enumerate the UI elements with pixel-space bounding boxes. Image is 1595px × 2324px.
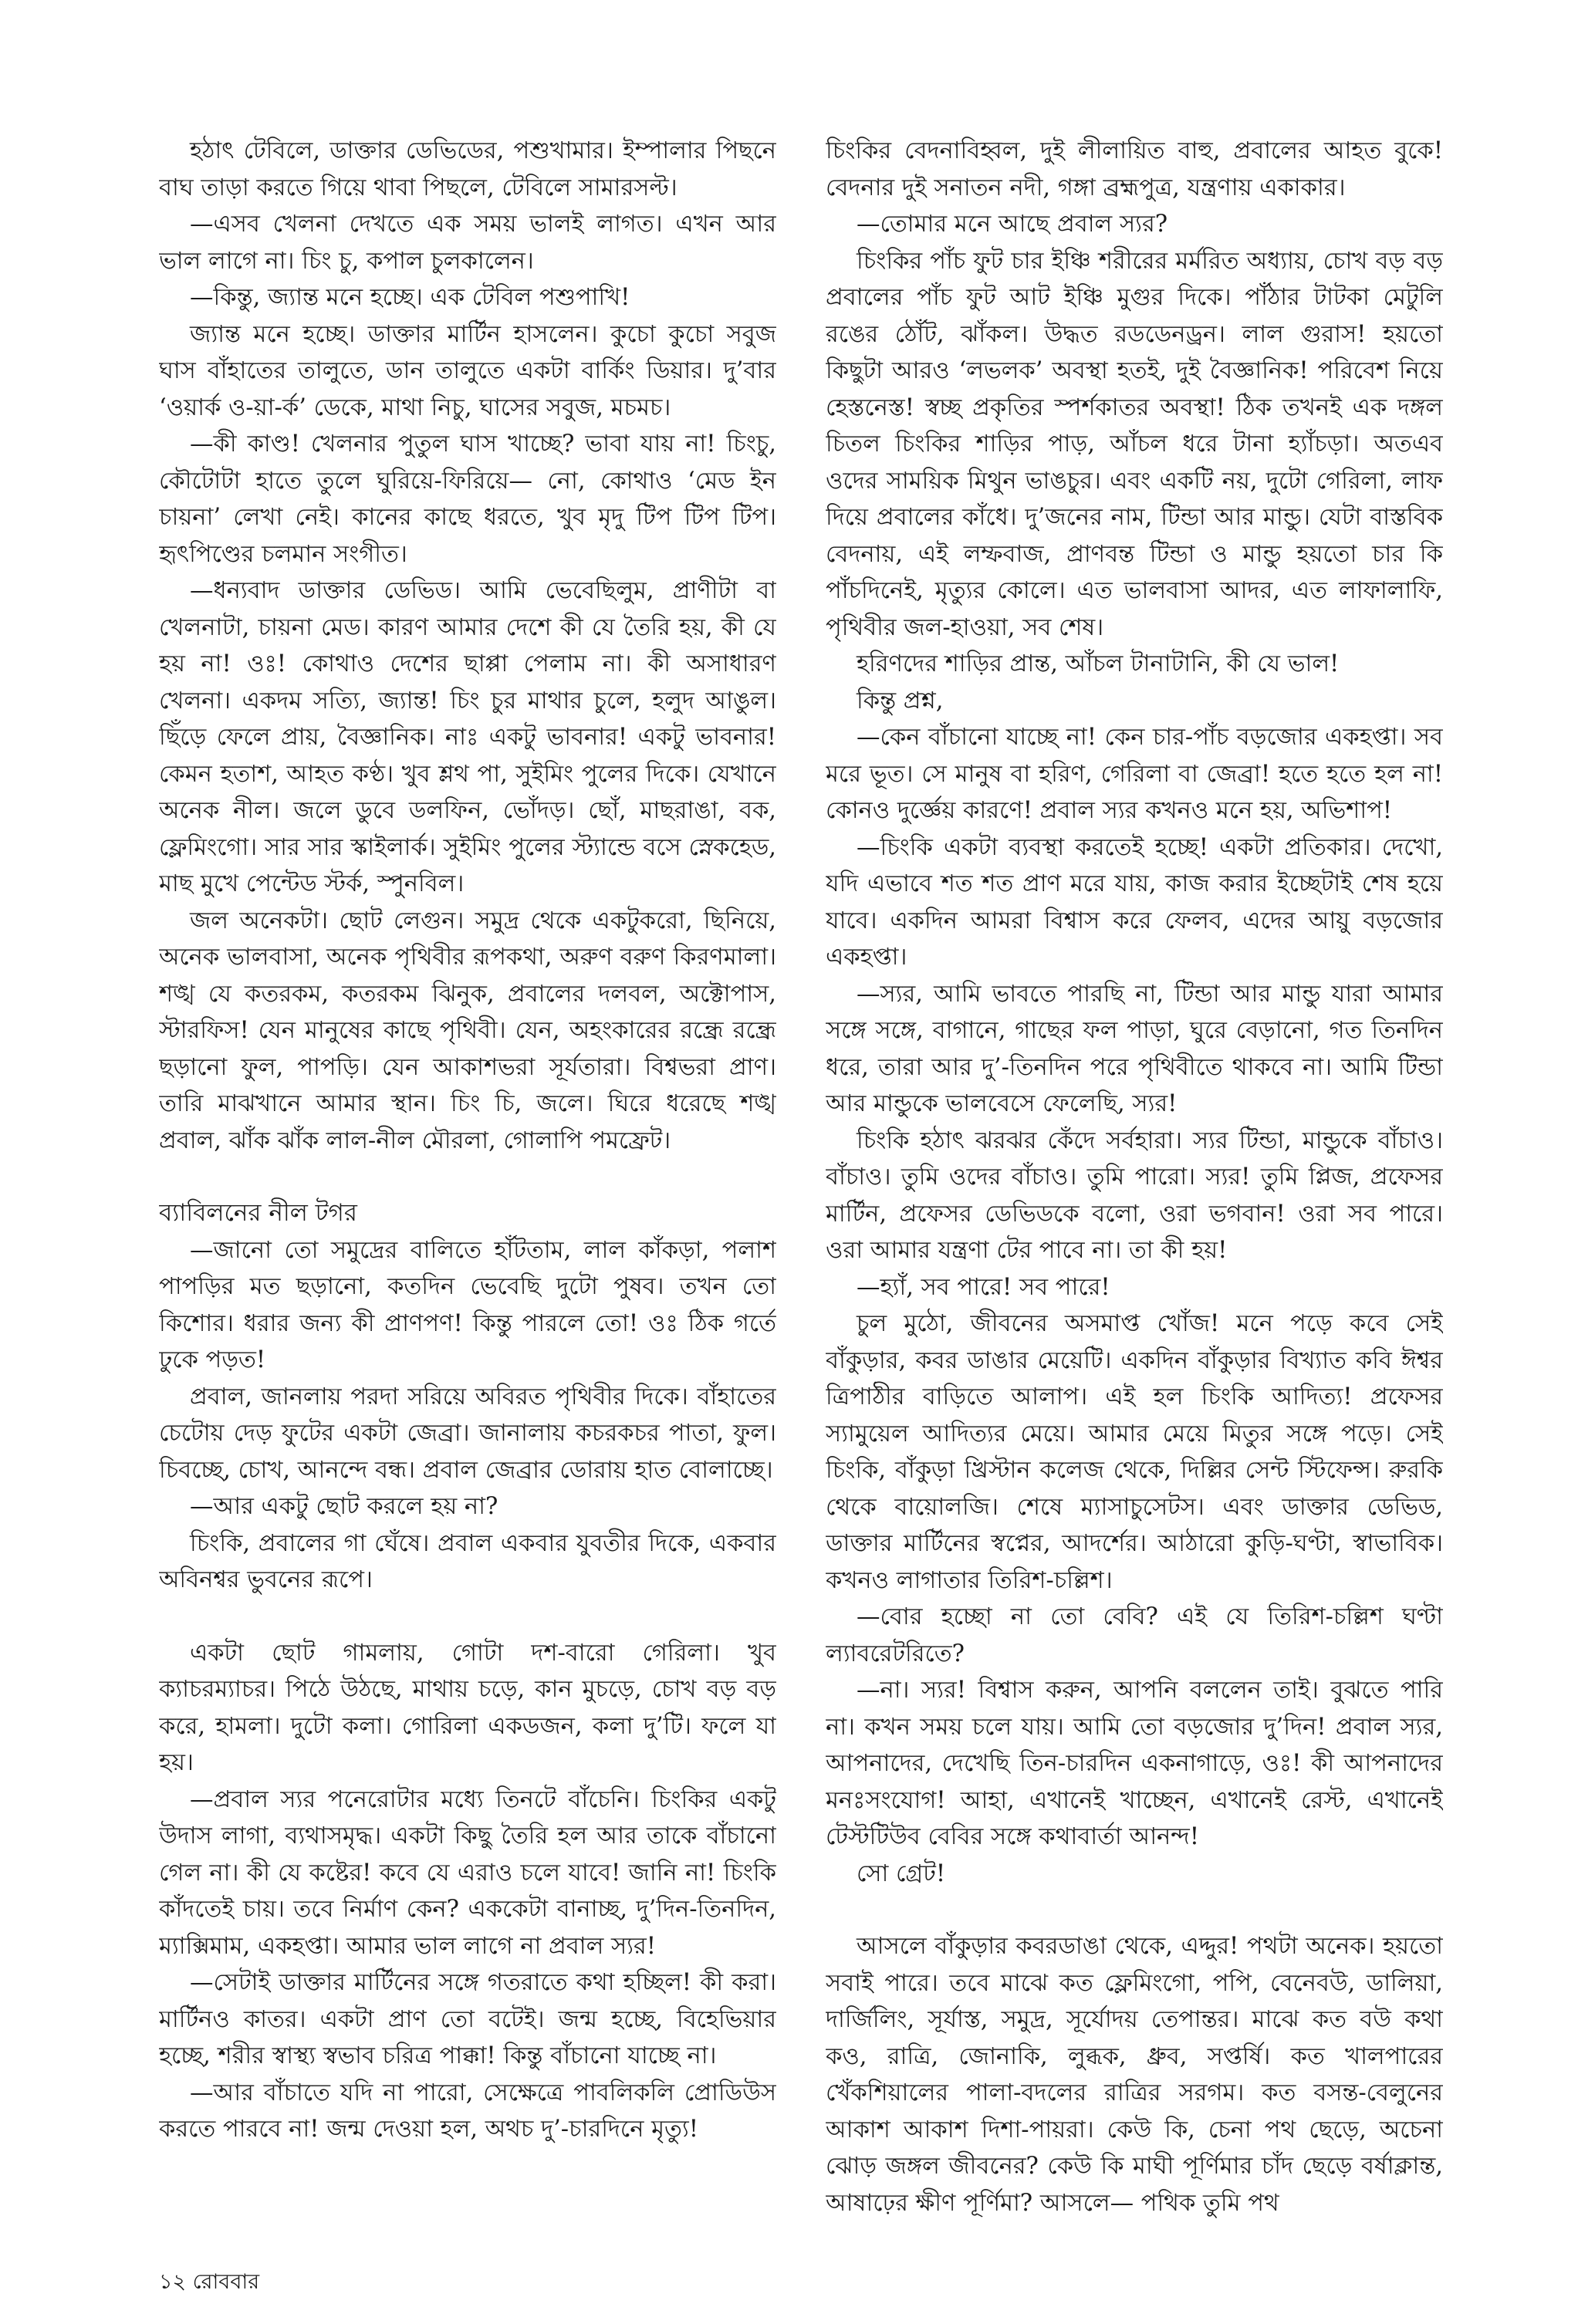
paragraph: —প্রবাল স্যর পনেরোটার মধ্যে তিনটে বাঁচেনি। চিংকির একটু উদাস লাগা, ব্যথাসমৃদ্ধ। একটা কিছু তৈরি হল আর তাকে বাঁচানো গেল না। কী যে কষ্টের! কবে যে এরাও চলে যাবে! জানি না! চিংকি কাঁদতেই চায়। তবে নির্মাণ কেন? এককেটা বানাচ্ছ, দু’দিন-তিনদিন, ম্যাক্সিমাম, একহপ্তা। আমার ভাল লাগে না প্রবাল স্যর! — [159, 1785, 776, 1960]
page-number: ১২ — [159, 2270, 187, 2294]
paragraph: —জানো তো সমুদ্রের বালিতে হাঁটতাম, লাল কাঁকড়া, পলাশ পাপড়ির মত ছড়ানো, কতদিন ভেবেছি দুটো পুষব। তখন তো কিশোর। ধরার জন্য কী প্রাণপণ! কিন্তু পারলে তো! ওঃ ঠিক গর্তে ঢুকে পড়ত! — [159, 1236, 776, 1373]
section-subheading: ব্যাবিলনের নীল টগর — [159, 1199, 357, 1227]
paragraph: চিংকি হঠাৎ ঝরঝর কেঁদে সর্বহারা। স্যর টিন্ডা, মান্ডুকে বাঁচাও। বাঁচাও। তুমি ওদের বাঁচাও। তুমি পারো। স্যর! তুমি প্লিজ, প্রফেসর মার্টিন, প্রফেসর ডেভিডকে বলো, ওরা ভগবান! ওরা সব পারে। ওরা আমার যন্ত্রণা টের পাবে না। তা কী হয়! — [826, 1127, 1443, 1264]
paragraph: —আর বাঁচাতে যদি না পারো, সেক্ষেত্রে পাবলিকলি প্রোডিউস করতে পারবে না! জন্ম দেওয়া হল, অথচ দু’-চারদিনে মৃত্যু! — [159, 2079, 776, 2143]
paragraph: —সেটাই ডাক্তার মার্টিনের সঙ্গে গতরাতে কথা হচ্ছিল! কী করা। মার্টিনও কাতর। একটা প্রাণ তো বটেই। জন্ম হচ্ছে, বিহেভিয়ার হচ্ছে, শরীর স্বাস্থ্য স্বভাব চরিত্র পাক্কা! কিন্তু বাঁচানো যাচ্ছে না। — [159, 1969, 776, 2069]
paragraph: চিংকির বেদনাবিহ্বল, দুই লীলায়িত বাহু, প্রবালের আহত বুকে! বেদনার দুই সনাতন নদী, গঙ্গা ব্রহ্মপুত্র, যন্ত্রণায় একাকার। — [826, 137, 1443, 201]
paragraph: —না। স্যর! বিশ্বাস করুন, আপনি বললেন তাই। বুঝতে পারি না। কখন সময় চলে যায়। আমি তো বড়জোর দু’দিন! প্রবাল স্যর, আপনাদের, দেখেছি তিন-চারদিন একনাগাড়ে, ওঃ! কী আপনাদের মনঃসংযোগ! আহা, এখানেই খাচ্ছেন, এখানেই রেস্ট, এখানেই টেস্টটিউব বেবির সঙ্গে কথাবার্তা আনন্দ! — [826, 1677, 1443, 1850]
paragraph: —ধন্যবাদ ডাক্তার ডেভিড। আমি ভেবেছিলুম, প্রাণীটা বা খেলনাটা, চায়না মেড। কারণ আমার দেশে কী যে তৈরি হয়, কী যে হয় না! ওঃ! কোথাও দেশের ছাপ্পা পেলাম না। কী অসাধারণ খেলনা। একদম সত্যি, জ্যান্ত! চিং চুর মাথার চুলে, হলুদ আঙুল। ছিঁড়ে ফেলে প্রায়, বৈজ্ঞানিক। নাঃ একটু ভাবনার! একটু ভাবনার! কেমন হতাশ, আহত কণ্ঠ। খুব শ্লথ পা, সুইমিং পুলের দিকে। যেখানে অনেক নীল। জলে ডুবে ডলফিন, ভোঁদড়। ছোঁ, মাছরাঙা, বক, ফ্লেমিংগো। সার সার স্কাইলার্ক। সুইমিং পুলের স্ট্যান্ডে বসে স্নেকহেড, মাছ মুখে পেন্টেড স্টর্ক, স্পুনবিল। — [159, 577, 776, 897]
paragraph: হঠাৎ টেবিলে, ডাক্তার ডেভিডের, পশুখামার। ইম্পালার পিছনে বাঘ তাড়া করতে গিয়ে থাবা পিছলে, টেবিলে সামারসল্ট। — [159, 137, 776, 201]
paragraph: একটা ছোট গামলায়, গোটা দশ-বারো গেরিলা। খুব ক্যাচরম্যাচর। পিঠে উঠছে, মাথায় চড়ে, কান মুচড়ে, চোখ বড় বড় করে, হামলা। দুটো কলা। গোরিলা একডজন, কলা দু’টি। ফলে যা হয়। — [159, 1639, 776, 1776]
paragraph: সো গ্রেট! — [857, 1860, 946, 1887]
paragraph: চুল মুঠো, জীবনের অসমাপ্ত খোঁজ! মনে পড়ে কবে সেই বাঁকুড়ার, কবর ডাঙার মেয়েটি। একদিন বাঁকুড়ার বিখ্যাত কবি ঈশ্বর ত্রিপাঠীর বাড়িতে আলাপ। এই হল চিংকি আদিত্য! প্রফেসর স্যামুয়েল আদিত্যর মেয়ে। আমার মেয়ে মিতুর সঙ্গে পড়ে। সেই চিংকি, বাঁকুড়া খ্রিস্টান কলেজ থেকে, দিল্লির সেন্ট স্টিফেন্স। রুরকি থেকে বায়োলজি। শেষে ম্যাসাচুসেটস। এবং ডাক্তার ডেভিড, ডাক্তার মার্টিনের স্বপ্নের, আদর্শের। আঠারো কুড়ি-ঘণ্টা, স্বাভাবিক। কখনও লাগাতার তিরিশ-চল্লিশ। — [826, 1310, 1443, 1594]
section-gap — [159, 1159, 776, 1195]
paragraph: চিংকি, প্রবালের গা ঘেঁষে। প্রবাল একবার যুবতীর দিকে, একবার অবিনশ্বর ভুবনের রূপে। — [159, 1529, 776, 1593]
paragraph: —চিংকি একটা ব্যবস্থা করতেই হচ্ছে! একটা প্রতিকার। দেখো, যদি এভাবে শত শত প্রাণ মরে যায়, কাজ করার ইচ্ছেটাই শেষ হয়ে যাবে। একদিন আমরা বিশ্বাস করে ফেলব, এদের আয়ু বড়জোর একহপ্তা। — [826, 833, 1443, 971]
paragraph: —হ্যাঁ, সব পারে! সব পারে! — [857, 1273, 1110, 1301]
paragraph: —কেন বাঁচানো যাচ্ছে না! কেন চার-পাঁচ বড়জোর একহপ্তা। সব মরে ভূত। সে মানুষ বা হরিণ, গেরিলা বা জেব্রা! হতে হতে হল না! কোনও দুর্জ্ঞেয় কারণে! প্রবাল স্যর কখনও মনে হয়, অভিশাপ! — [826, 724, 1443, 824]
right-column — [826, 133, 1443, 2270]
publication-name: রোববার — [192, 2270, 260, 2294]
paragraph: জল অনেকটা। ছোট লেগুন। সমুদ্র থেকে একটুকরো, ছিনিয়ে, অনেক ভালবাসা, অনেক পৃথিবীর রূপকথা, অরুণ বরুণ কিরণমালা। শঙ্খ যে কতরকম, কতরকম ঝিনুক, প্রবালের দলবল, অক্টোপাস, স্টারফিস! যেন মানুষের কাছে পৃথিবী। যেন, অহংকারের রন্ধ্রে রন্ধ্রে ছড়ানো ফুল, পাপড়ি। যেন আকাশভরা সূর্যতারা। বিশ্বভরা প্রাণ। তারি মাঝখানে আমার স্থান। চিং চি, জলে। ঘিরে ধরেছে শঙ্খ প্রবাল, ঝাঁক ঝাঁক লাল-নীল মৌরলা, গোলাপি পমফ্রেট। — [159, 907, 776, 1154]
paragraph: চিংকির পাঁচ ফুট চার ইঞ্চি শরীরের মর্মরিত অধ্যায়, চোখ বড় বড় প্রবালের পাঁচ ফুট আট ইঞ্চি মুগুর দিকে। পাঁঠার টাটকা মেটুলি রঙের ঠোঁট, ঝাঁকল। উদ্ধত রডডেনড্রন। লাল গুরাস! হয়তো কিছুটা আরও ‘লভলক’ অবস্থা হতই, দুই বৈজ্ঞানিক! পরিবেশ নিয়ে হেস্তনেস্ত! স্বচ্ছ প্রকৃতির স্পর্শকাতর অবস্থা! ঠিক তখনই এক দঙ্গল চিতল চিংকির শাড়ির পাড়, আঁচল ধরে টানা হ্যাঁচড়া। অতএব ওদের সাময়িক মিথুন ভাঙচুর। এবং একটি নয়, দুটো গেরিলা, লাফ দিয়ে প্রবালের কাঁধে। দু’জনের নাম, টিন্ডা আর মান্ডু। যেটা বাস্তবিক বেদনায়, এই লম্ফবাজ, প্রাণবন্ত টিন্ডা ও মান্ডু হয়তো চার কি পাঁচদিনেই, মৃত্যুর কোলে। এত ভালবাসা আদর, এত লাফালাফি, পৃথিবীর জল-হাওয়া, সব শেষ। — [826, 247, 1443, 641]
paragraph: আসলে বাঁকুড়ার কবরডাঙা থেকে, এদ্দুর! পথটা অনেক। হয়তো সবাই পারে। তবে মাঝে কত ফ্লেমিংগো, পপি, বেনেবউ, ডালিয়া, দার্জিলিং, সূর্যাস্ত, সমুদ্র, সূর্যোদয় তেপান্তর। মাঝে কত বউ কথা কও, রাত্রি, জোনাকি, লুব্ধক, ধ্রুব, সপ্তর্ষি। কত খালপারের খেঁকশিয়ালের পালা-বদলের রাত্রির সরগম। কত বসন্ত-বেলুনের আকাশ আকাশ দিশা-পায়রা। কেউ কি, চেনা পথ ছেড়ে, অচেনা ঝোড় জঙ্গল জীবনের? কেউ কি মাঘী পূর্ণিমার চাঁদ ছেড়ে বর্ষাক্লান্ত, আষাঢ়ের ক্ষীণ পূর্ণিমা? আসলে— পথিক তুমি পথ — [826, 1933, 1443, 2217]
paragraph: —আর একটু ছোট করলে হয় না? — [190, 1493, 498, 1520]
paragraph: —তোমার মনে আছে প্রবাল স্যর? — [857, 211, 1168, 238]
paragraph: জ্যান্ত মনে হচ্ছে। ডাক্তার মার্টিন হাসলেন। কুচো কুচো সবুজ ঘাস বাঁহাতের তালুতে, ডান তালুতে একটা বার্কিং ডিয়ার। দু’বার ‘ওয়ার্ক ও-য়া-র্ক’ ডেকে, মাথা নিচু, ঘাসের সবুজ, মচমচ। — [159, 320, 776, 421]
left-column — [159, 133, 776, 2270]
paragraph: —এসব খেলনা দেখতে এক সময় ভালই লাগত। এখন আর ভাল লাগে না। চিং চু, কপাল চুলকালেন। — [159, 211, 776, 275]
paragraph: হরিণদের শাড়ির প্রান্ত, আঁচল টানাটানি, কী যে ভাল! — [857, 650, 1340, 677]
paragraph: —কী কাণ্ড! খেলনার পুতুল ঘাস খাচ্ছে? ভাবা যায় না! চিংচু, কৌটোটা হাতে তুলে ঘুরিয়ে-ফিরিয়ে— নো, কোথাও ‘মেড ইন চায়না’ লেখা নেই। কানের কাছে ধরতে, খুব মৃদু টিপ টিপ টিপ। হৃৎপিণ্ডের চলমান সংগীত। — [159, 431, 776, 568]
section-gap — [159, 1599, 776, 1635]
paragraph: কিন্তু প্রশ্ন, — [857, 687, 944, 714]
paragraph: প্রবাল, জানলায় পরদা সরিয়ে অবিরত পৃথিবীর দিকে। বাঁহাতের চেটোয় দেড় ফুটের একটা জেব্রা। জানালায় কচরকচর পাতা, ফুল। চিবচ্ছে, চোখ, আনন্দে বন্ধ। প্রবাল জেব্রার ডোরায় হাত বোলাচ্ছে। — [159, 1383, 776, 1484]
page-footer — [159, 2268, 259, 2296]
paragraph: —বোর হচ্ছো না তো বেবি? এই যে তিরিশ-চল্লিশ ঘণ্টা ল্যাবরেটরিতে? — [826, 1603, 1443, 1667]
paragraph: —স্যর, আমি ভাবতে পারছি না, টিন্ডা আর মান্ডু যারা আমার সঙ্গে সঙ্গে, বাগানে, গাছের ফল পাড়া, ঘুরে বেড়ানো, গত তিনদিন ধরে, তারা আর দু’-তিনদিন পরে পৃথিবীতে থাকবে না। আমি টিন্ডা আর মান্ডুকে ভালবেসে ফেলেছি, স্যর! — [826, 980, 1443, 1117]
paragraph: —কিন্তু, জ্যান্ত মনে হচ্ছে। এক টেবিল পশুপাখি! — [190, 284, 630, 311]
section-gap — [826, 1892, 1443, 1928]
